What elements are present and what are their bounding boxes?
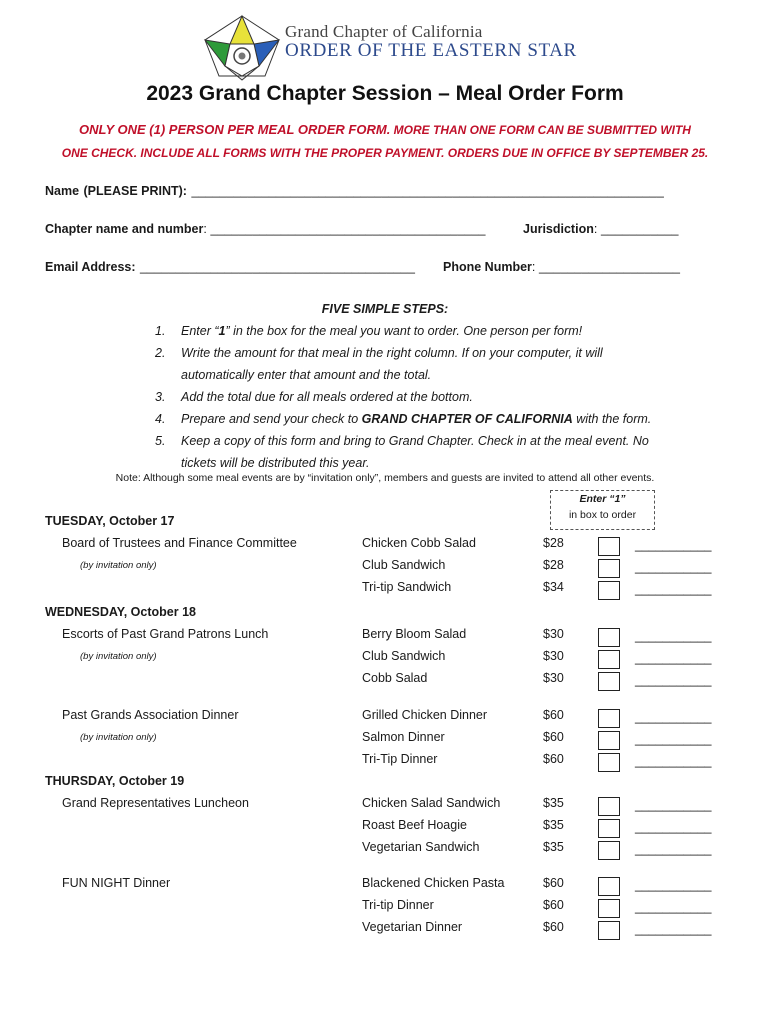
jurisdiction-input-line[interactable]: : ___________: [593, 222, 679, 236]
meal-price: $35: [543, 796, 564, 810]
step-item: [155, 364, 715, 386]
order-checkbox[interactable]: [598, 877, 620, 896]
order-checkbox[interactable]: [598, 819, 620, 838]
amount-line[interactable]: ___________: [635, 732, 712, 746]
meal-option: Roast Beef Hoagie: [362, 818, 467, 832]
step-item: [155, 320, 715, 342]
meal-option: Cobb Salad: [362, 671, 428, 685]
order-checkbox[interactable]: [598, 709, 620, 728]
meal-price: $60: [543, 752, 564, 766]
email-label: Email Address:: [45, 260, 136, 274]
event-invitation-note: (by invitation only): [80, 732, 157, 743]
enter-instruction-box: [550, 490, 655, 530]
form-title: 2023 Grand Chapter Session – Meal Order Form: [146, 82, 624, 105]
amount-line[interactable]: ___________: [635, 710, 712, 724]
name-input-line[interactable]: ___________________________________________________________________: [191, 184, 664, 198]
step-item: [155, 342, 715, 364]
event-invitation-note: (by invitation only): [80, 651, 157, 662]
event-name: Past Grands Association Dinner: [62, 708, 239, 722]
meal-option: Tri-tip Sandwich: [362, 580, 452, 594]
meal-price: $60: [543, 898, 564, 912]
enter-box-line1: Enter “1”: [579, 493, 626, 505]
step-number: 3.: [155, 390, 166, 404]
meal-option: Club Sandwich: [362, 558, 446, 572]
event-invitation-note: (by invitation only): [80, 560, 157, 571]
meal-price: $28: [543, 558, 564, 572]
org-name-line2: ORDER OF THE EASTERN STAR: [285, 40, 577, 61]
step-item: [155, 386, 715, 408]
order-checkbox[interactable]: [598, 731, 620, 750]
step-number: [155, 452, 181, 474]
phone-field-row: [443, 258, 680, 276]
step-item: [155, 430, 715, 452]
steps-title: FIVE SIMPLE STEPS:: [321, 302, 449, 316]
amount-line[interactable]: ___________: [635, 842, 712, 856]
intro-rest: MORE THAN ONE FORM CAN BE SUBMITTED WITH: [393, 123, 691, 137]
meal-price: $30: [543, 649, 564, 663]
step-text: tickets will be distributed this year.: [181, 456, 370, 470]
meal-price: $35: [543, 840, 564, 854]
steps-list: [155, 320, 715, 474]
amount-line[interactable]: ___________: [635, 560, 712, 574]
amount-line[interactable]: ___________: [635, 878, 712, 892]
amount-line[interactable]: ___________: [635, 820, 712, 834]
intro-emphasis: ONLY ONE (1) PERSON PER MEAL ORDER FORM.: [79, 122, 391, 137]
meal-price: $60: [543, 730, 564, 744]
org-name-line1: Grand Chapter of California: [285, 22, 483, 41]
name-field-row: [45, 182, 664, 200]
oes-logo: [203, 14, 281, 82]
order-checkbox[interactable]: [598, 841, 620, 860]
phone-input-line[interactable]: : ____________________: [531, 260, 681, 274]
amount-line[interactable]: ___________: [635, 538, 712, 552]
intro-line2: ONE CHECK. INCLUDE ALL FORMS WITH THE PROPER PAYMENT. ORDERS DUE IN OFFICE BY SEPTEMBER 25.: [61, 146, 709, 160]
order-checkbox[interactable]: [598, 628, 620, 647]
order-checkbox[interactable]: [598, 921, 620, 940]
event-name: Board of Trustees and Finance Committee: [62, 536, 297, 550]
event-name: Escorts of Past Grand Patrons Lunch: [62, 627, 269, 641]
amount-line[interactable]: ___________: [635, 673, 712, 687]
email-input-line[interactable]: _______________________________________: [140, 260, 416, 274]
star-emblem-icon: [203, 14, 281, 82]
order-checkbox[interactable]: [598, 753, 620, 772]
order-checkbox[interactable]: [598, 559, 620, 578]
order-checkbox[interactable]: [598, 899, 620, 918]
step-text: Add the total due for all meals ordered at the bottom.: [181, 390, 473, 404]
step-text: Keep a copy of this form and bring to Grand Chapter. Check in at the meal event. No: [181, 434, 649, 448]
meal-price: $34: [543, 580, 564, 594]
chapter-input-line[interactable]: : _______________________________________: [203, 222, 486, 236]
meal-option: Blackened Chicken Pasta: [362, 876, 505, 890]
event-name: Grand Representatives Luncheon: [62, 796, 249, 810]
day-heading: THURSDAY, October 19: [45, 774, 185, 788]
step-item: [155, 452, 715, 474]
meal-option: Tri-tip Dinner: [362, 898, 434, 912]
meal-option: Tri-Tip Dinner: [362, 752, 438, 766]
step-text: Write the amount for that meal in the right column. If on your computer, it will: [181, 346, 603, 360]
amount-line[interactable]: ___________: [635, 754, 712, 768]
chapter-field-row: [45, 220, 486, 238]
meal-price: $30: [543, 627, 564, 641]
jurisdiction-label: Jurisdiction: [523, 222, 594, 236]
name-hint: (PLEASE PRINT):: [83, 184, 187, 198]
phone-label: Phone Number: [443, 260, 532, 274]
order-checkbox[interactable]: [598, 672, 620, 691]
meal-price: $35: [543, 818, 564, 832]
order-checkbox[interactable]: [598, 797, 620, 816]
email-field-row: [45, 258, 415, 276]
meal-option: Grilled Chicken Dinner: [362, 708, 488, 722]
intro-instructions: [50, 118, 720, 165]
meal-option: Salmon Dinner: [362, 730, 445, 744]
meal-option: Vegetarian Sandwich: [362, 840, 480, 854]
step-item: [155, 408, 715, 430]
step-text: Enter “1” in the box for the meal you want to order. One person per form!: [181, 324, 583, 338]
meal-price: $30: [543, 671, 564, 685]
order-checkbox[interactable]: [598, 581, 620, 600]
step-number: 4.: [155, 412, 166, 426]
meal-price: $60: [543, 876, 564, 890]
order-checkbox[interactable]: [598, 537, 620, 556]
day-heading: TUESDAY, October 17: [45, 514, 175, 528]
meal-option: Berry Bloom Salad: [362, 627, 467, 641]
step-text: automatically enter that amount and the total.: [181, 368, 432, 382]
meal-price: $60: [543, 708, 564, 722]
step-text: Prepare and send your check to GRAND CHAPTER OF CALIFORNIA with the form.: [181, 412, 652, 426]
meal-option: Chicken Cobb Salad: [362, 536, 476, 550]
amount-line[interactable]: ___________: [635, 900, 712, 914]
day-heading: WEDNESDAY, October 18: [45, 605, 196, 619]
order-checkbox[interactable]: [598, 650, 620, 669]
meal-price: $28: [543, 536, 564, 550]
amount-line[interactable]: ___________: [635, 922, 712, 936]
amount-line[interactable]: ___________: [635, 798, 712, 812]
invitation-note: Note: Although some meal events are by “invitation only”, members and guests are invited to attend all other events.: [115, 472, 655, 484]
step-number: 2.: [155, 346, 166, 360]
name-label: Name: [45, 184, 80, 198]
step-number: 5.: [155, 434, 166, 448]
step-number: 1.: [155, 324, 166, 338]
meal-option: Vegetarian Dinner: [362, 920, 463, 934]
enter-box-line2: in box to order: [568, 509, 637, 521]
chapter-label: Chapter name and number: [45, 222, 204, 236]
amount-line[interactable]: ___________: [635, 582, 712, 596]
meal-option: Chicken Salad Sandwich: [362, 796, 501, 810]
meal-price: $60: [543, 920, 564, 934]
jurisdiction-field-row: [523, 220, 679, 238]
amount-line[interactable]: ___________: [635, 651, 712, 665]
meal-option: Club Sandwich: [362, 649, 446, 663]
amount-line[interactable]: ___________: [635, 629, 712, 643]
step-number: [155, 364, 181, 386]
event-name: FUN NIGHT Dinner: [62, 876, 171, 890]
